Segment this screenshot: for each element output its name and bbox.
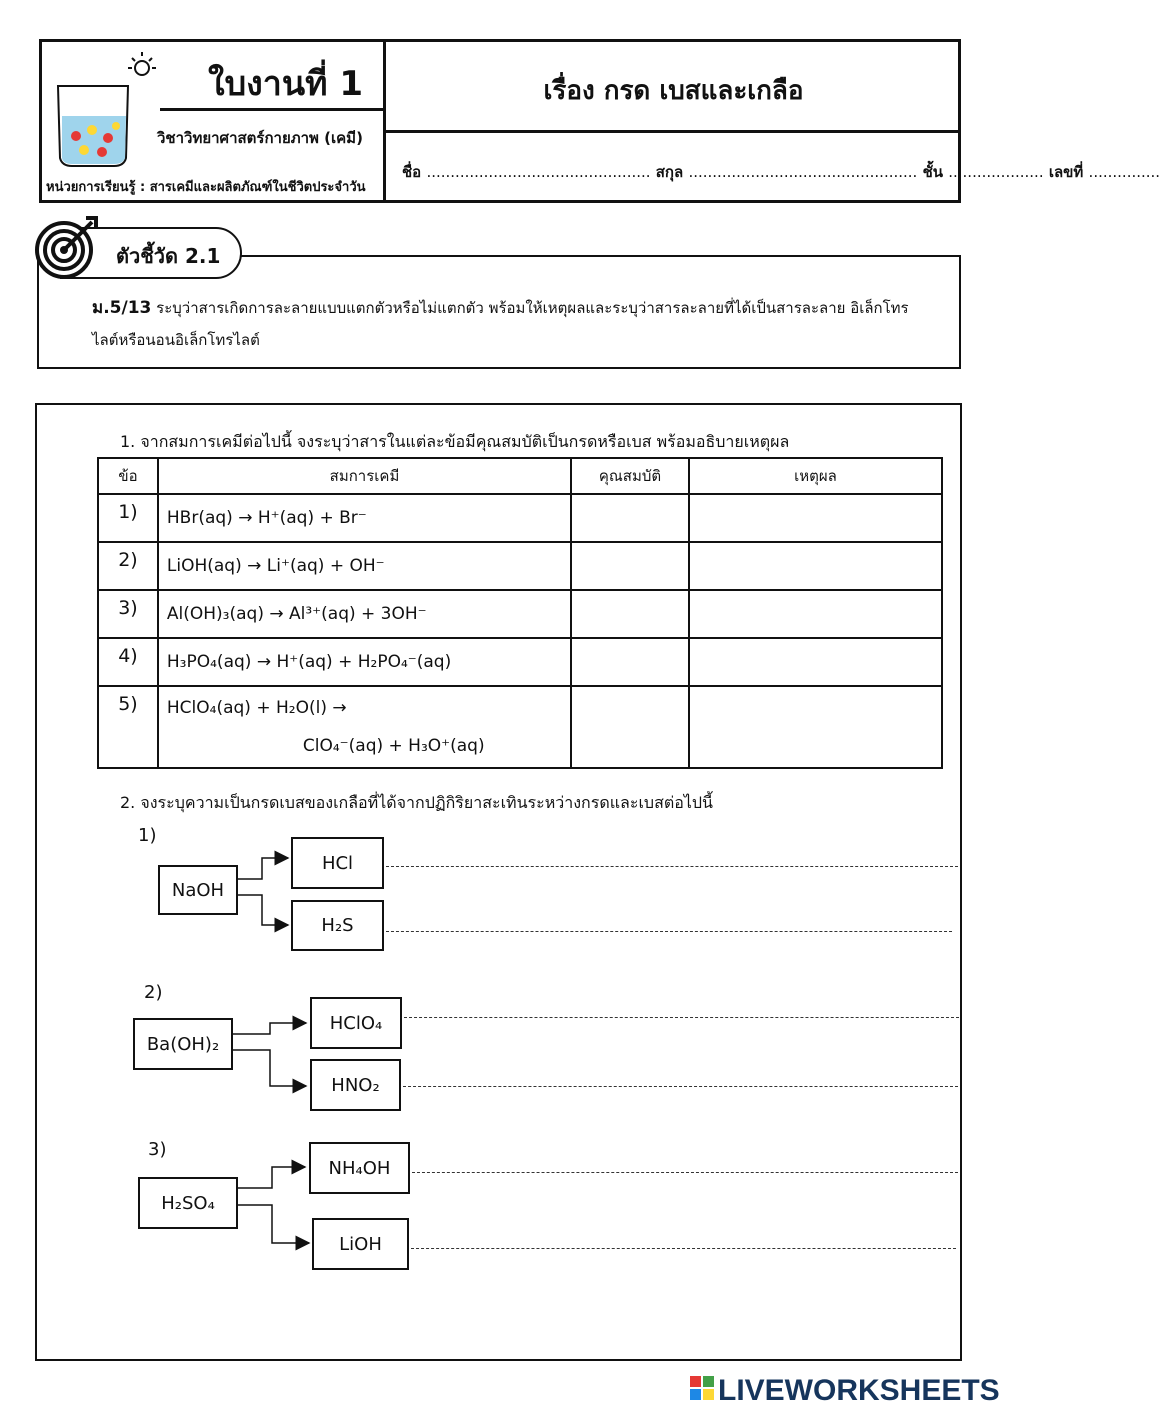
answer-line[interactable] xyxy=(411,1248,956,1249)
number-field[interactable]: ............... xyxy=(1088,163,1160,181)
column-header: เหตุผล xyxy=(689,458,942,494)
row-number: 1) xyxy=(98,494,158,542)
column-header: คุณสมบัติ xyxy=(571,458,689,494)
acid-box: LiOH xyxy=(312,1218,409,1270)
liveworksheets-logo-icon xyxy=(690,1376,716,1406)
indicator-description: ระบุว่าสารเกิดการละลายแบบแตกตัวหรือไม่แตกตัว พร้อมให้เหตุผลและระบุว่าสารละลายที่ได้เป็นสารละลาย อิเล็กโทรไลต์หรือนอนอิเล็กโทรไลต์ xyxy=(92,299,909,349)
base-box: NaOH xyxy=(158,865,238,915)
equation-line: HClO₄(aq) + H₂O(l) → xyxy=(166,698,347,718)
question-2-prompt: 2. จงระบุความเป็นกรดเบสของเกลือที่ได้จากปฏิกิริยาสะเทินระหว่างกรดและเบสต่อไปนี้ xyxy=(120,793,713,812)
indicator-label: ตัวชี้วัด 2.1 xyxy=(116,244,221,268)
worksheet-title: ใบงานที่ 1 xyxy=(208,64,364,104)
number-label: เลขที่ xyxy=(1048,163,1084,181)
base-box: H₂SO₄ xyxy=(138,1177,238,1229)
answer-line[interactable] xyxy=(412,1172,958,1173)
column-header: ข้อ xyxy=(98,458,158,494)
class-label: ชั้น xyxy=(922,163,943,181)
class-field[interactable]: .................... xyxy=(948,163,1044,181)
indicator-code: ม.5/13 xyxy=(92,298,152,318)
acid-box: HNO₂ xyxy=(310,1059,401,1111)
row-number: 5) xyxy=(98,686,158,768)
row-number: 3) xyxy=(98,590,158,638)
equation-line: ClO₄⁻(aq) + H₃O⁺(aq) xyxy=(302,736,485,756)
answer-line[interactable] xyxy=(386,866,958,867)
group-label: 1) xyxy=(138,825,157,846)
row-number: 2) xyxy=(98,542,158,590)
group-label: 2) xyxy=(144,982,163,1003)
group-label: 3) xyxy=(148,1139,167,1160)
learning-unit: หน่วยการเรียนรู้ : สารเคมีและผลิตภัณฑ์ในชีวิตประจำวัน xyxy=(46,180,366,195)
worksheet-topic: เรื่อง กรด เบสและเกลือ xyxy=(543,76,804,106)
acid-box: HCl xyxy=(291,837,384,889)
column-header: สมการเคมี xyxy=(158,458,571,494)
question-1-prompt: 1. จากสมการเคมีต่อไปนี้ จงระบุว่าสารในแต่ละข้อมีคุณสมบัติเป็นกรดหรือเบส พร้อมอธิบายเหตุผล xyxy=(120,432,790,451)
surname-label: สกุล xyxy=(655,163,684,181)
equation-cell: LiOH(aq) → Li⁺(aq) + OH⁻ xyxy=(158,542,571,590)
answer-line[interactable] xyxy=(403,1086,958,1087)
name-label: ชื่อ xyxy=(402,163,422,181)
acid-box: H₂S xyxy=(291,900,384,951)
acid-box: NH₄OH xyxy=(309,1142,410,1194)
surname-field[interactable]: ................................................ xyxy=(688,163,918,181)
base-box: Ba(OH)₂ xyxy=(133,1018,233,1070)
equation-cell: H₃PO₄(aq) → H⁺(aq) + H₂PO₄⁻(aq) xyxy=(158,638,571,686)
name-field[interactable]: ............................................... xyxy=(426,163,651,181)
equation-cell: HBr(aq) → H⁺(aq) + Br⁻ xyxy=(158,494,571,542)
liveworksheets-brand: LIVEWORKSHEETS xyxy=(718,1374,1000,1407)
equation-cell: Al(OH)₃(aq) → Al³⁺(aq) + 3OH⁻ xyxy=(158,590,571,638)
subject-label: วิชาวิทยาศาสตร์กายภาพ (เคมี) xyxy=(157,129,363,147)
acid-box: HClO₄ xyxy=(310,997,402,1049)
answer-line[interactable] xyxy=(404,1017,959,1018)
row-number: 4) xyxy=(98,638,158,686)
answer-line[interactable] xyxy=(386,931,952,932)
